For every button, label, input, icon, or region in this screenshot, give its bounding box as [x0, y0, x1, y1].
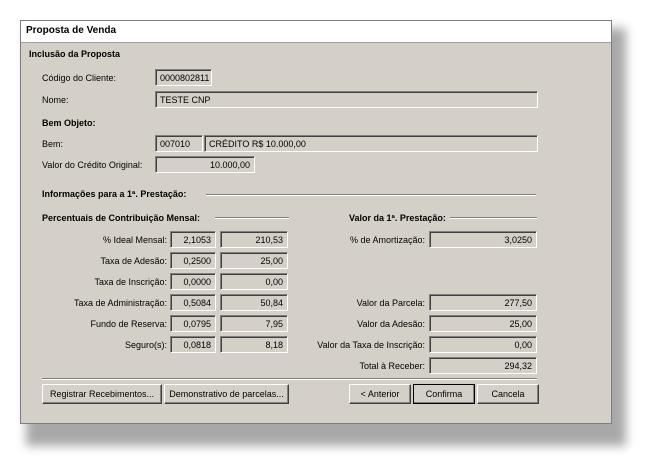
taxa-inscricao-label: Taxa de Inscrição: [94, 277, 167, 287]
info-heading: Informações para a 1ª. Prestação: [42, 189, 187, 199]
anterior-button[interactable]: < Anterior [349, 384, 411, 404]
amortizacao-label: % de Amortização: [349, 235, 425, 245]
codigo-cliente-field[interactable]: 0000802811 [155, 69, 212, 86]
percentuais-divider [215, 217, 289, 219]
demonstrativo-parcelas-button[interactable]: Demonstrativo de parcelas... [164, 384, 289, 404]
amortizacao-field[interactable]: 3,0250 [429, 231, 537, 248]
valor-parcela-label: Valor da Parcela: [356, 298, 425, 308]
proposta-window [20, 20, 612, 424]
valor-credito-label: Valor do Crédito Original: [42, 160, 143, 170]
fundo-reserva-value[interactable]: 7,95 [220, 315, 288, 332]
valor-prestacao-divider [450, 217, 537, 219]
info-divider [206, 194, 536, 196]
window-title: Proposta de Venda [26, 25, 117, 36]
taxa-administracao-value[interactable]: 50,84 [220, 294, 288, 311]
ideal-mensal-pct[interactable]: 2,1053 [170, 231, 216, 248]
seguros-value[interactable]: 8,18 [220, 336, 288, 353]
seguros-pct[interactable]: 0,0818 [170, 336, 216, 353]
registrar-recebimentos-button[interactable]: Registrar Recebimentos... [42, 384, 162, 404]
fundo-reserva-label: Fundo de Reserva: [90, 319, 167, 329]
valor-taxa-inscricao-field[interactable]: 0,00 [429, 336, 537, 353]
taxa-administracao-pct[interactable]: 0,5084 [170, 294, 216, 311]
ideal-mensal-label: % Ideal Mensal: [102, 235, 167, 245]
bem-label: Bem: [42, 139, 64, 149]
bottom-divider [42, 378, 537, 380]
bem-objeto-heading: Bem Objeto: [42, 118, 96, 128]
confirma-button[interactable]: Confirma [413, 384, 475, 404]
section-title: Inclusão da Proposta [29, 49, 121, 59]
taxa-inscricao-value[interactable]: 0,00 [220, 273, 288, 290]
nome-field[interactable]: TESTE CNP [155, 91, 538, 108]
nome-label: Nome: [42, 95, 69, 105]
fundo-reserva-pct[interactable]: 0,0795 [170, 315, 216, 332]
codigo-cliente-label: Código do Cliente: [42, 73, 117, 83]
ideal-mensal-value[interactable]: 210,53 [220, 231, 288, 248]
taxa-adesao-value[interactable]: 25,00 [220, 252, 288, 269]
cancela-button[interactable]: Cancela [477, 384, 539, 404]
taxa-inscricao-pct[interactable]: 0,0000 [170, 273, 216, 290]
total-receber-field[interactable]: 294,32 [429, 357, 537, 374]
taxa-administracao-label: Taxa de Administração: [73, 298, 167, 308]
seguros-label: Seguro(s): [124, 340, 167, 350]
valor-prestacao-heading: Valor da 1ª. Prestação: [349, 213, 446, 223]
valor-credito-field[interactable]: 10.000,00 [155, 156, 255, 173]
title-bar [21, 21, 611, 43]
percentuais-heading: Percentuais de Contribuição Mensal: [42, 213, 201, 223]
taxa-adesao-pct[interactable]: 0,2500 [170, 252, 216, 269]
valor-adesao-field[interactable]: 25,00 [429, 315, 537, 332]
valor-parcela-field[interactable]: 277,50 [429, 294, 537, 311]
taxa-adesao-label: Taxa de Adesão: [100, 256, 167, 266]
bem-desc-field[interactable]: CRÉDITO R$ 10.000,00 [204, 135, 538, 152]
total-receber-label: Total à Receber: [359, 361, 425, 371]
valor-taxa-inscricao-label: Valor da Taxa de Inscrição: [317, 340, 425, 350]
valor-adesao-label: Valor da Adesão: [357, 319, 425, 329]
bem-code-field[interactable]: 007010 [155, 135, 203, 152]
